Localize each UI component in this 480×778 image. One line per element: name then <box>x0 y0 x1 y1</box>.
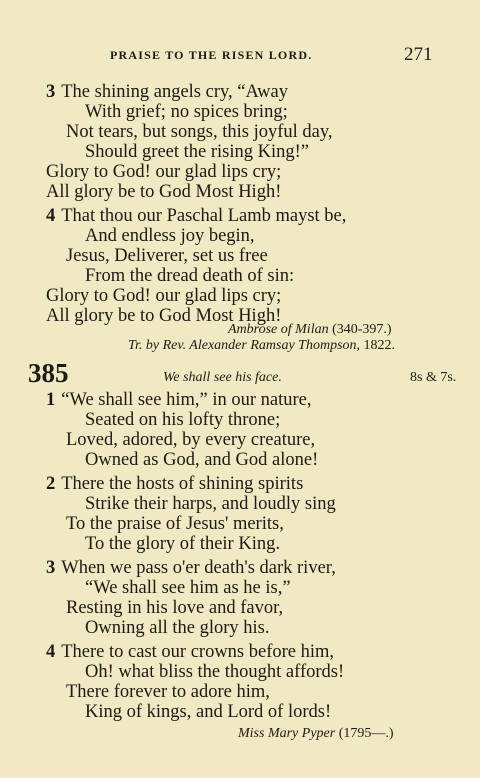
author-attribution: Miss Mary Pyper (1795—.) <box>238 726 394 741</box>
stanza-line: 2 There the hosts of shining spirits <box>46 474 304 494</box>
stanza-line: 4 There to cast our crowns before him, <box>46 642 335 662</box>
page-number: 271 <box>404 44 433 65</box>
hymn-number: 385 <box>28 358 69 388</box>
stanza-number: 2 <box>46 474 56 494</box>
stanza-number: 4 <box>46 206 56 226</box>
stanza-line: There forever to adore him, <box>66 682 270 702</box>
refrain-line: All glory be to God Most High! <box>46 182 282 202</box>
stanza-line: Owned as God, and God alone! <box>85 450 319 470</box>
stanza-line: Owning all the glory his. <box>85 618 270 638</box>
stanza-line: Seated on his lofty throne; <box>85 410 281 430</box>
author-attribution: Ambrose of Milan (340-397.) <box>228 322 392 337</box>
hymn-theme: We shall see his face. <box>163 370 282 385</box>
stanza-line: From the dread death of sin: <box>85 266 295 286</box>
hymn-meter: 8s & 7s. <box>410 370 457 385</box>
page-header <box>0 44 480 68</box>
refrain-line: Glory to God! our glad lips cry; <box>46 162 282 182</box>
stanza-line: 3 The shining angels cry, “Away <box>46 82 288 102</box>
refrain-line: All glory be to God Most High! <box>46 306 282 326</box>
stanza-line: With grief; no spices bring; <box>85 102 288 122</box>
stanza-line: To the glory of their King. <box>85 534 280 554</box>
stanza-line: King of kings, and Lord of lords! <box>85 702 332 722</box>
stanza-line: “We shall see him as he is,” <box>85 578 291 598</box>
stanza-line: Not tears, but songs, this joyful day, <box>66 122 333 142</box>
stanza-line: To the praise of Jesus' merits, <box>66 514 284 534</box>
stanza-line: 3 When we pass o'er death's dark river, <box>46 558 336 578</box>
stanza-line: Oh! what bliss the thought affords! <box>85 662 345 682</box>
stanza-number: 1 <box>46 390 56 410</box>
stanza-line: Resting in his love and favor, <box>66 598 284 618</box>
running-title: PRAISE TO THE RISEN LORD. <box>110 48 313 62</box>
stanza-line: 1 “We shall see him,” in our nature, <box>46 390 312 410</box>
translator-attribution: Tr. by Rev. Alexander Ramsay Thompson, 1822. <box>128 338 396 353</box>
stanza-number: 3 <box>46 558 56 578</box>
refrain-line: Glory to God! our glad lips cry; <box>46 286 282 306</box>
stanza-number: 4 <box>46 642 56 662</box>
stanza-line: 4 That thou our Paschal Lamb mayst be, <box>46 206 347 226</box>
stanza-line: Loved, adored, by every creature, <box>66 430 316 450</box>
stanza-number: 3 <box>46 82 56 102</box>
stanza-line: Should greet the rising King!” <box>85 142 310 162</box>
stanza-line: And endless joy begin, <box>85 226 255 246</box>
stanza-line: Jesus, Deliverer, set us free <box>66 246 268 266</box>
stanza-line: Strike their harps, and loudly sing <box>85 494 336 514</box>
